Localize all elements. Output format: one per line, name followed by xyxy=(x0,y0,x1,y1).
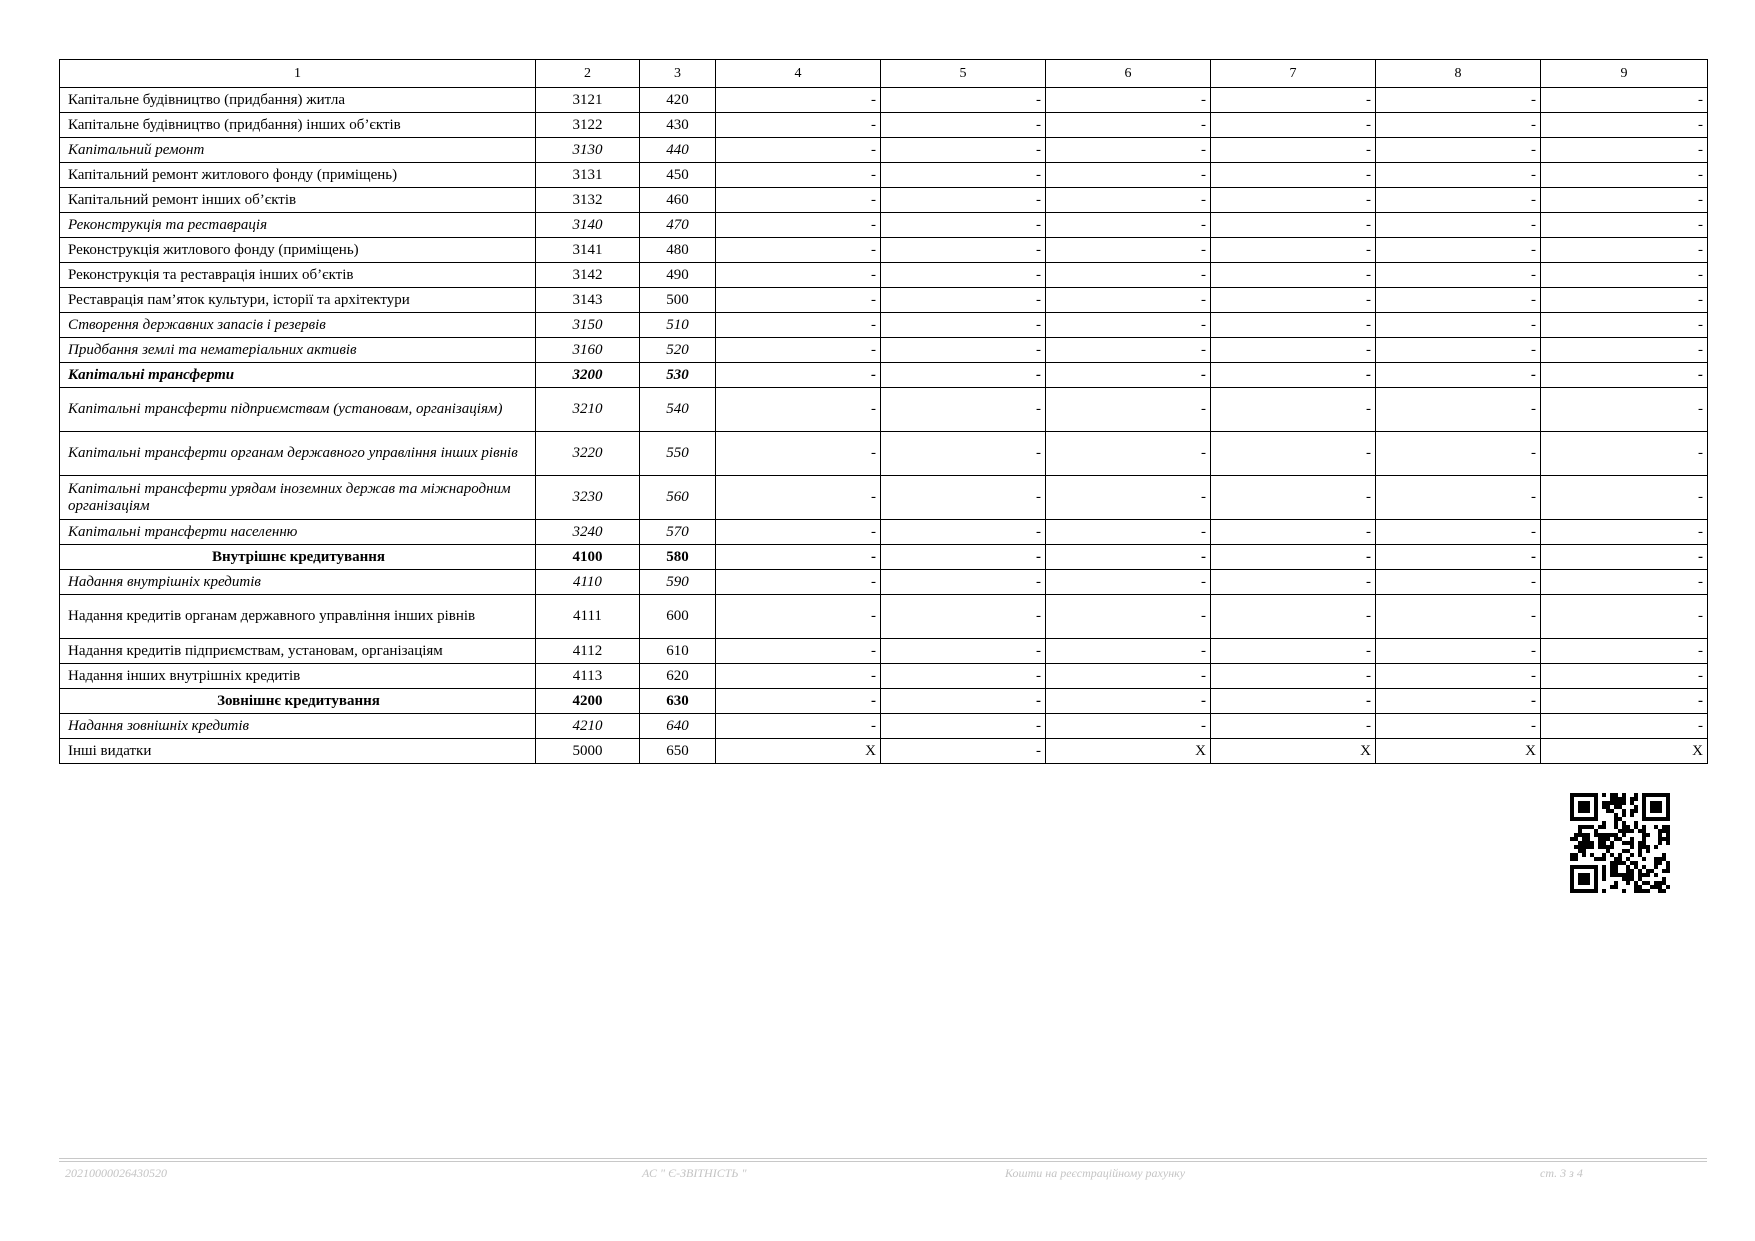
row-name-cell: Капітальні трансферти підприємствам (установам, організаціям) xyxy=(60,388,536,432)
value-cell: - xyxy=(1376,263,1541,288)
column-header: 4 xyxy=(716,60,881,88)
value-cell: - xyxy=(1046,238,1211,263)
value-cell: - xyxy=(1376,213,1541,238)
value-cell: - xyxy=(1211,113,1376,138)
kekv-code-cell: 3200 xyxy=(536,363,640,388)
row-code-cell: 490 xyxy=(640,263,716,288)
value-cell: - xyxy=(881,570,1046,595)
value-cell: - xyxy=(1211,188,1376,213)
value-cell: - xyxy=(881,388,1046,432)
column-header: 7 xyxy=(1211,60,1376,88)
row-name-cell: Зовнішнє кредитування xyxy=(60,689,536,714)
kekv-code-cell: 3130 xyxy=(536,138,640,163)
value-cell: - xyxy=(716,213,881,238)
table-row xyxy=(60,570,1708,595)
value-cell: - xyxy=(1046,288,1211,313)
row-name-cell: Надання кредитів органам державного управління інших рівнів xyxy=(60,595,536,639)
table-row xyxy=(60,545,1708,570)
value-cell: - xyxy=(1211,664,1376,689)
value-cell: - xyxy=(1211,432,1376,476)
value-cell: - xyxy=(1046,570,1211,595)
footer-rule xyxy=(59,1161,1707,1162)
value-cell: - xyxy=(1211,714,1376,739)
value-cell: - xyxy=(1376,432,1541,476)
kekv-code-cell: 3132 xyxy=(536,188,640,213)
value-cell: - xyxy=(1541,388,1708,432)
value-cell: - xyxy=(716,520,881,545)
row-name-cell: Реставрація пам’яток культури, історії та архітектури xyxy=(60,288,536,313)
value-cell: - xyxy=(1046,689,1211,714)
value-cell: - xyxy=(1541,595,1708,639)
report-table xyxy=(59,59,1708,764)
value-cell: - xyxy=(1376,88,1541,113)
row-code-cell: 550 xyxy=(640,432,716,476)
value-cell: - xyxy=(1211,689,1376,714)
row-name-cell: Капітальний ремонт житлового фонду (приміщень) xyxy=(60,163,536,188)
value-cell: - xyxy=(1046,595,1211,639)
row-code-cell: 450 xyxy=(640,163,716,188)
value-cell: - xyxy=(716,188,881,213)
column-header: 6 xyxy=(1046,60,1211,88)
kekv-code-cell: 4100 xyxy=(536,545,640,570)
value-cell: - xyxy=(1541,88,1708,113)
value-cell: - xyxy=(1046,664,1211,689)
column-header: 5 xyxy=(881,60,1046,88)
row-name-cell: Капітальні трансферти органам державного управління інших рівнів xyxy=(60,432,536,476)
value-cell: - xyxy=(1211,570,1376,595)
table-header-row xyxy=(60,60,1708,88)
value-cell: - xyxy=(1541,689,1708,714)
table-row xyxy=(60,288,1708,313)
row-code-cell: 420 xyxy=(640,88,716,113)
column-header: 8 xyxy=(1376,60,1541,88)
table-row xyxy=(60,639,1708,664)
value-cell: - xyxy=(716,263,881,288)
value-cell: - xyxy=(716,714,881,739)
value-cell: - xyxy=(1541,476,1708,520)
column-header: 9 xyxy=(1541,60,1708,88)
table-row xyxy=(60,520,1708,545)
kekv-code-cell: 3240 xyxy=(536,520,640,545)
kekv-code-cell: 3122 xyxy=(536,113,640,138)
value-cell: - xyxy=(1046,313,1211,338)
row-name-cell: Капітальні трансферти xyxy=(60,363,536,388)
value-cell: - xyxy=(1376,188,1541,213)
value-cell: - xyxy=(716,163,881,188)
table-row xyxy=(60,432,1708,476)
value-cell: - xyxy=(881,545,1046,570)
value-cell: - xyxy=(881,363,1046,388)
value-cell: - xyxy=(881,739,1046,764)
value-cell: - xyxy=(1376,313,1541,338)
value-cell: - xyxy=(1376,363,1541,388)
table-row xyxy=(60,363,1708,388)
row-code-cell: 650 xyxy=(640,739,716,764)
value-cell: - xyxy=(1046,263,1211,288)
value-cell: Х xyxy=(1376,739,1541,764)
kekv-code-cell: 4113 xyxy=(536,664,640,689)
value-cell: - xyxy=(1211,595,1376,639)
value-cell: - xyxy=(1211,288,1376,313)
value-cell: - xyxy=(1211,313,1376,338)
table-row xyxy=(60,238,1708,263)
value-cell: - xyxy=(1541,138,1708,163)
value-cell: - xyxy=(881,188,1046,213)
value-cell: - xyxy=(1376,595,1541,639)
value-cell: - xyxy=(1211,138,1376,163)
footer-rule xyxy=(59,1158,1707,1159)
value-cell: - xyxy=(716,545,881,570)
row-name-cell: Капітальний ремонт інших об’єктів xyxy=(60,188,536,213)
table-row xyxy=(60,138,1708,163)
row-code-cell: 460 xyxy=(640,188,716,213)
value-cell: - xyxy=(716,476,881,520)
value-cell: - xyxy=(881,714,1046,739)
value-cell: - xyxy=(1541,545,1708,570)
value-cell: - xyxy=(1376,238,1541,263)
value-cell: - xyxy=(716,88,881,113)
value-cell: Х xyxy=(1211,739,1376,764)
value-cell: - xyxy=(716,313,881,338)
value-cell: - xyxy=(881,338,1046,363)
row-code-cell: 500 xyxy=(640,288,716,313)
value-cell: - xyxy=(1046,388,1211,432)
value-cell: - xyxy=(1211,213,1376,238)
value-cell: - xyxy=(881,113,1046,138)
value-cell: - xyxy=(1541,570,1708,595)
value-cell: - xyxy=(1046,432,1211,476)
row-name-cell: Створення державних запасів і резервів xyxy=(60,313,536,338)
row-code-cell: 600 xyxy=(640,595,716,639)
value-cell: - xyxy=(1541,238,1708,263)
row-code-cell: 510 xyxy=(640,313,716,338)
value-cell: - xyxy=(1046,88,1211,113)
kekv-code-cell: 3131 xyxy=(536,163,640,188)
value-cell: - xyxy=(1541,288,1708,313)
value-cell: - xyxy=(881,432,1046,476)
row-code-cell: 470 xyxy=(640,213,716,238)
table-row xyxy=(60,595,1708,639)
row-name-cell: Капітальні трансферти населенню xyxy=(60,520,536,545)
value-cell: - xyxy=(1541,338,1708,363)
table-row xyxy=(60,313,1708,338)
row-name-cell: Капітальне будівництво (придбання) житла xyxy=(60,88,536,113)
table-body xyxy=(60,88,1708,764)
kekv-code-cell: 3150 xyxy=(536,313,640,338)
value-cell: - xyxy=(716,595,881,639)
table-row xyxy=(60,163,1708,188)
value-cell: - xyxy=(1376,520,1541,545)
kekv-code-cell: 4110 xyxy=(536,570,640,595)
row-code-cell: 540 xyxy=(640,388,716,432)
kekv-code-cell: 3121 xyxy=(536,88,640,113)
kekv-code-cell: 5000 xyxy=(536,739,640,764)
row-name-cell: Реконструкція та реставрація інших об’єктів xyxy=(60,263,536,288)
row-name-cell: Надання інших внутрішніх кредитів xyxy=(60,664,536,689)
value-cell: - xyxy=(1376,689,1541,714)
row-name-cell: Реконструкція житлового фонду (приміщень) xyxy=(60,238,536,263)
value-cell: - xyxy=(1211,338,1376,363)
table-row xyxy=(60,689,1708,714)
value-cell: - xyxy=(1541,664,1708,689)
value-cell: - xyxy=(881,639,1046,664)
kekv-code-cell: 4210 xyxy=(536,714,640,739)
value-cell: - xyxy=(1541,163,1708,188)
row-name-cell: Внутрішнє кредитування xyxy=(60,545,536,570)
value-cell: - xyxy=(716,689,881,714)
value-cell: Х xyxy=(1046,739,1211,764)
value-cell: - xyxy=(1211,476,1376,520)
qr-code xyxy=(1570,793,1670,893)
table-row xyxy=(60,739,1708,764)
table-row xyxy=(60,188,1708,213)
row-code-cell: 480 xyxy=(640,238,716,263)
value-cell: - xyxy=(716,432,881,476)
value-cell: - xyxy=(1046,138,1211,163)
value-cell: - xyxy=(1211,545,1376,570)
value-cell: - xyxy=(1046,113,1211,138)
table-row xyxy=(60,338,1708,363)
value-cell: - xyxy=(1376,639,1541,664)
value-cell: - xyxy=(1211,263,1376,288)
value-cell: - xyxy=(1211,88,1376,113)
value-cell: - xyxy=(881,88,1046,113)
value-cell: - xyxy=(881,238,1046,263)
kekv-code-cell: 4111 xyxy=(536,595,640,639)
value-cell: - xyxy=(1211,163,1376,188)
value-cell: - xyxy=(716,113,881,138)
kekv-code-cell: 3140 xyxy=(536,213,640,238)
value-cell: - xyxy=(1541,363,1708,388)
table-row xyxy=(60,388,1708,432)
value-cell: - xyxy=(1376,163,1541,188)
table-row xyxy=(60,263,1708,288)
value-cell: - xyxy=(1376,664,1541,689)
table-row xyxy=(60,476,1708,520)
value-cell: - xyxy=(1211,520,1376,545)
value-cell: - xyxy=(1211,639,1376,664)
value-cell: - xyxy=(1046,163,1211,188)
footer-report-title: Кошти на реєстраційному рахунку xyxy=(1005,1166,1186,1180)
row-code-cell: 530 xyxy=(640,363,716,388)
row-code-cell: 620 xyxy=(640,664,716,689)
value-cell: - xyxy=(716,664,881,689)
value-cell: - xyxy=(1541,213,1708,238)
value-cell: - xyxy=(716,338,881,363)
value-cell: - xyxy=(716,363,881,388)
value-cell: - xyxy=(1211,388,1376,432)
column-header: 3 xyxy=(640,60,716,88)
value-cell: - xyxy=(1541,639,1708,664)
value-cell: - xyxy=(1046,476,1211,520)
value-cell: - xyxy=(1541,432,1708,476)
value-cell: - xyxy=(716,570,881,595)
value-cell: - xyxy=(881,263,1046,288)
kekv-code-cell: 4112 xyxy=(536,639,640,664)
value-cell: - xyxy=(1376,545,1541,570)
footer-system: АС " Є-ЗВІТНІСТЬ " xyxy=(642,1166,747,1180)
kekv-code-cell: 3143 xyxy=(536,288,640,313)
value-cell: - xyxy=(1046,545,1211,570)
value-cell: - xyxy=(1376,388,1541,432)
value-cell: - xyxy=(1046,639,1211,664)
row-code-cell: 560 xyxy=(640,476,716,520)
value-cell: - xyxy=(1046,338,1211,363)
value-cell: - xyxy=(1046,188,1211,213)
value-cell: - xyxy=(1376,714,1541,739)
value-cell: - xyxy=(881,520,1046,545)
row-code-cell: 610 xyxy=(640,639,716,664)
value-cell: - xyxy=(1376,113,1541,138)
row-code-cell: 520 xyxy=(640,338,716,363)
value-cell: - xyxy=(1376,138,1541,163)
value-cell: - xyxy=(881,476,1046,520)
row-name-cell: Капітальний ремонт xyxy=(60,138,536,163)
row-name-cell: Надання зовнішніх кредитів xyxy=(60,714,536,739)
value-cell: - xyxy=(1376,338,1541,363)
value-cell: - xyxy=(1541,313,1708,338)
value-cell: - xyxy=(1211,238,1376,263)
row-name-cell: Інші видатки xyxy=(60,739,536,764)
value-cell: - xyxy=(881,288,1046,313)
value-cell: - xyxy=(881,689,1046,714)
footer-doc-id: 20210000026430520 xyxy=(65,1166,167,1180)
row-code-cell: 580 xyxy=(640,545,716,570)
value-cell: - xyxy=(1376,570,1541,595)
value-cell: - xyxy=(716,238,881,263)
table-row xyxy=(60,664,1708,689)
row-code-cell: 640 xyxy=(640,714,716,739)
value-cell: - xyxy=(881,213,1046,238)
value-cell: - xyxy=(716,639,881,664)
column-header: 2 xyxy=(536,60,640,88)
value-cell: - xyxy=(1376,288,1541,313)
footer-page-number: ст. 3 з 4 xyxy=(1540,1166,1583,1180)
value-cell: - xyxy=(1046,520,1211,545)
value-cell: - xyxy=(716,138,881,163)
table-row xyxy=(60,113,1708,138)
value-cell: - xyxy=(1541,113,1708,138)
row-name-cell: Реконструкція та реставрація xyxy=(60,213,536,238)
value-cell: - xyxy=(1541,520,1708,545)
value-cell: - xyxy=(881,595,1046,639)
value-cell: - xyxy=(1541,188,1708,213)
row-code-cell: 630 xyxy=(640,689,716,714)
value-cell: - xyxy=(1046,363,1211,388)
value-cell: - xyxy=(1211,363,1376,388)
row-code-cell: 430 xyxy=(640,113,716,138)
kekv-code-cell: 3142 xyxy=(536,263,640,288)
value-cell: - xyxy=(1541,714,1708,739)
column-header: 1 xyxy=(60,60,536,88)
kekv-code-cell: 3210 xyxy=(536,388,640,432)
row-name-cell: Капітальні трансферти урядам іноземних держав та міжнародним організаціям xyxy=(60,476,536,520)
value-cell: - xyxy=(1376,476,1541,520)
row-name-cell: Надання кредитів підприємствам, установам, організаціям xyxy=(60,639,536,664)
table-row xyxy=(60,213,1708,238)
kekv-code-cell: 3220 xyxy=(536,432,640,476)
row-name-cell: Придбання землі та нематеріальних активів xyxy=(60,338,536,363)
value-cell: - xyxy=(881,138,1046,163)
row-code-cell: 440 xyxy=(640,138,716,163)
row-code-cell: 570 xyxy=(640,520,716,545)
value-cell: Х xyxy=(716,739,881,764)
value-cell: - xyxy=(881,163,1046,188)
row-name-cell: Надання внутрішніх кредитів xyxy=(60,570,536,595)
value-cell: - xyxy=(716,388,881,432)
value-cell: - xyxy=(716,288,881,313)
kekv-code-cell: 3160 xyxy=(536,338,640,363)
table-row xyxy=(60,714,1708,739)
kekv-code-cell: 4200 xyxy=(536,689,640,714)
value-cell: - xyxy=(881,664,1046,689)
value-cell: - xyxy=(1046,714,1211,739)
row-name-cell: Капітальне будівництво (придбання) інших об’єктів xyxy=(60,113,536,138)
value-cell: - xyxy=(881,313,1046,338)
kekv-code-cell: 3230 xyxy=(536,476,640,520)
row-code-cell: 590 xyxy=(640,570,716,595)
table-row xyxy=(60,88,1708,113)
value-cell: Х xyxy=(1541,739,1708,764)
value-cell: - xyxy=(1046,213,1211,238)
value-cell: - xyxy=(1541,263,1708,288)
kekv-code-cell: 3141 xyxy=(536,238,640,263)
